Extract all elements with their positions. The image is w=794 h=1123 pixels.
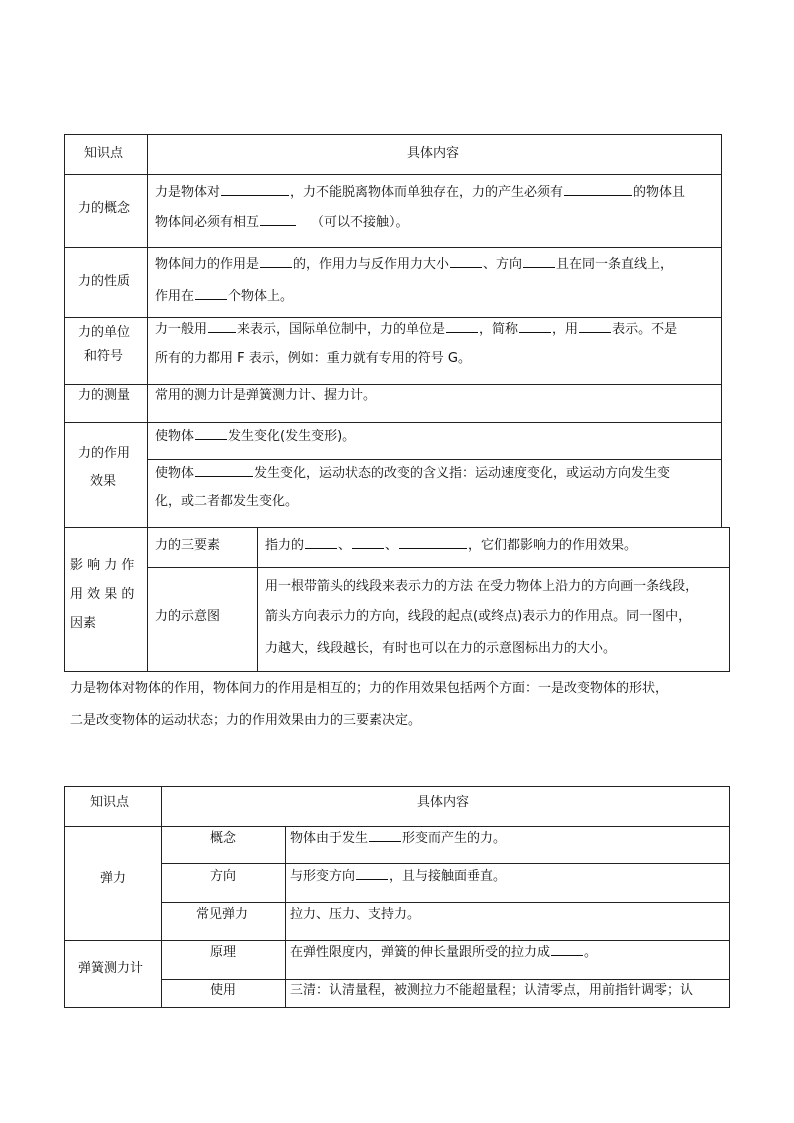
row-label-measure: 力的测量	[78, 388, 131, 403]
force-diagram-line-3: 力越大，线段越长，有时也可以在力的示意图标出力的大小。	[265, 641, 617, 656]
concept-line-2: 物体间必须有相互 （可以不接触）。	[155, 215, 409, 230]
blank	[195, 475, 253, 477]
blank	[564, 194, 632, 196]
elastic-common-text: 拉力、压力、支持力。	[290, 907, 421, 922]
spring-usage-label: 使用	[210, 983, 237, 998]
row-label-unit-1: 力的单位	[78, 325, 131, 340]
blank	[221, 194, 289, 196]
unit-line-1: 力一般用 来表示，国际单位制中，力的单位是 ，简称 ，用 表示。不是	[155, 322, 678, 337]
force-diagram-line-1: 用一根带箭头的线段来表示力的方法 在受力物体上沿力的方向画一条线段，	[265, 579, 699, 594]
three-elements-text: 指力的 、 、 ，它们都影响力的作用效果。	[265, 538, 638, 553]
blank	[523, 266, 555, 268]
row-label-spring-scale: 弹簧测力计	[78, 961, 144, 976]
header-content: 具体内容	[407, 146, 460, 161]
header-knowledge-point: 知识点	[84, 146, 124, 161]
elastic-common-label: 常见弹力	[196, 907, 249, 922]
elastic-concept-text: 物体由于发生 形变而产生的力。	[290, 831, 507, 846]
blank	[369, 840, 401, 842]
effect-row-2-line-1: 使物体 发生变化，运动状态的改变的含义指：运动速度变化，或运动方向发生变	[155, 466, 671, 481]
spring-principle-label: 原理	[210, 945, 237, 960]
blank	[446, 331, 478, 333]
header-content-2: 具体内容	[417, 795, 470, 810]
blank	[195, 298, 227, 300]
row-label-effect-2: 效果	[90, 474, 117, 489]
table-elastic-force	[64, 786, 730, 1008]
blank	[260, 266, 292, 268]
row-label-factors-2: 用 效 果 的	[70, 587, 135, 602]
nature-line-2: 作用在 个物体上。	[155, 289, 294, 304]
row-label-unit-2: 和符号	[84, 349, 124, 364]
blank	[551, 954, 583, 956]
effect-row-2-line-2: 化，或二者都发生变化。	[155, 494, 299, 509]
blank	[208, 331, 236, 333]
elastic-concept-label: 概念	[210, 831, 237, 846]
row-label-factors-3: 因素	[70, 616, 97, 631]
blank	[579, 331, 611, 333]
blank	[450, 266, 482, 268]
spring-usage-text: 三清：认清量程，被测拉力不能超量程；认清零点，用前指针调零；认	[290, 983, 694, 998]
table-knowledge-force	[64, 134, 722, 672]
blank	[519, 331, 551, 333]
sub-label-three-elements: 力的三要素	[155, 538, 221, 553]
row-label-elastic: 弹力	[100, 871, 127, 886]
blank	[356, 878, 388, 880]
unit-line-2: 所有的力都用 F 表示，例如：重力就有专用的符号 G。	[155, 351, 471, 366]
blank	[305, 547, 337, 549]
spring-principle-text: 在弹性限度内，弹簧的伸长量跟所受的拉力成 。	[290, 945, 598, 960]
blank	[399, 547, 467, 549]
concept-line-1: 力是物体对 ，力不能脱离物体而单独存在，力的产生必须有 的物体且	[155, 185, 686, 200]
blank	[352, 547, 384, 549]
row-label-nature: 力的性质	[78, 274, 131, 289]
summary-line-2: 二是改变物体的运动状态；力的作用效果由力的三要素决定。	[70, 713, 422, 728]
blank	[260, 224, 296, 226]
row-label-factors-1: 影 响 力 作	[70, 558, 135, 573]
header-knowledge-point-2: 知识点	[90, 795, 130, 810]
blank	[195, 438, 227, 440]
measure-text: 常用的测力计是弹簧测力计、握力计。	[155, 388, 377, 403]
force-diagram-line-2: 箭头方向表示力的方向，线段的起点(或终点)表示力的作用点。同一图中，	[265, 609, 692, 624]
sub-label-force-diagram: 力的示意图	[155, 609, 221, 624]
summary-line-1: 力是物体对物体的作用，物体间力的作用是相互的；力的作用效果包括两个方面：一是改变物体的形状，	[70, 681, 669, 696]
effect-row-1: 使物体 发生变化(发生变形)。	[155, 429, 356, 444]
elastic-direction-text: 与形变方向 ，且与接触面垂直。	[290, 869, 507, 884]
row-label-effect-1: 力的作用	[78, 446, 131, 461]
row-label-concept: 力的概念	[78, 201, 131, 216]
elastic-direction-label: 方向	[210, 869, 237, 884]
nature-line-1: 物体间力的作用是 的，作用力与反作用力大小 、方向 且在同一条直线上，	[155, 257, 674, 272]
